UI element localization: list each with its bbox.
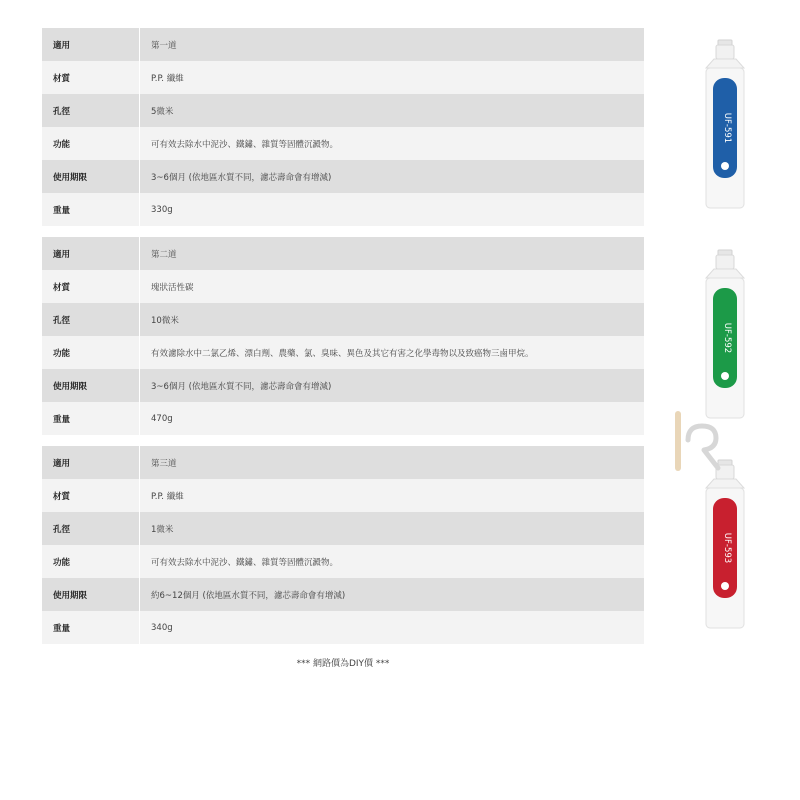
row-value: 5微米 bbox=[140, 94, 645, 127]
watermark-logo-icon bbox=[672, 410, 724, 476]
row-key: 材質 bbox=[42, 270, 140, 303]
table-row bbox=[42, 446, 644, 479]
row-value: 1微米 bbox=[140, 512, 645, 545]
row-value: 10微米 bbox=[140, 303, 645, 336]
row-value: 470g bbox=[140, 402, 645, 435]
row-value: 可有效去除水中泥沙、鐵鏽、雜質等固體沉澱物。 bbox=[140, 545, 645, 578]
product-model-label: UF-592 bbox=[722, 322, 732, 354]
table-row bbox=[42, 402, 644, 435]
table-row bbox=[42, 270, 644, 303]
table-row bbox=[42, 303, 644, 336]
table-row bbox=[42, 61, 644, 94]
spec-table-3 bbox=[42, 446, 644, 644]
row-value: 3~6個月 (依地區水質不同，濾芯壽命會有增減) bbox=[140, 160, 645, 193]
row-value: 3~6個月 (依地區水質不同，濾芯壽命會有增減) bbox=[140, 369, 645, 402]
spec-tables bbox=[42, 28, 644, 655]
product-model-label: UF-591 bbox=[722, 112, 732, 144]
table-row bbox=[42, 127, 644, 160]
table-row bbox=[42, 611, 644, 644]
row-key: 適用 bbox=[42, 237, 140, 270]
table-row bbox=[42, 28, 644, 61]
spec-table-1 bbox=[42, 28, 644, 226]
table-row bbox=[42, 512, 644, 545]
row-key: 孔徑 bbox=[42, 512, 140, 545]
product-model-label: UF-593 bbox=[722, 532, 732, 564]
table-row bbox=[42, 237, 644, 270]
row-value: 第一道 bbox=[140, 28, 645, 61]
row-key: 孔徑 bbox=[42, 94, 140, 127]
table-row bbox=[42, 94, 644, 127]
table-row bbox=[42, 369, 644, 402]
row-value: 塊狀活性碳 bbox=[140, 270, 645, 303]
row-key: 功能 bbox=[42, 127, 140, 160]
row-key: 孔徑 bbox=[42, 303, 140, 336]
row-value: 可有效去除水中泥沙、鐵鏽、雜質等固體沉澱物。 bbox=[140, 127, 645, 160]
table-row bbox=[42, 160, 644, 193]
price-note: *** 網路價為DIY價 *** bbox=[296, 659, 390, 669]
table-row bbox=[42, 193, 644, 226]
filter-cartridge-image-1 bbox=[700, 38, 750, 213]
row-key: 適用 bbox=[42, 446, 140, 479]
row-value: P.P. 纖維 bbox=[140, 61, 645, 94]
row-value: 330g bbox=[140, 193, 645, 226]
table-row bbox=[42, 336, 644, 369]
row-value: P.P. 纖維 bbox=[140, 479, 645, 512]
row-value: 340g bbox=[140, 611, 645, 644]
row-value: 有效濾除水中二氯乙烯、漂白劑、農藥、氯、臭味、異色及其它有害之化學毒物以及致癌物三鹵甲烷。 bbox=[140, 336, 645, 369]
row-key: 適用 bbox=[42, 28, 140, 61]
row-key: 使用期限 bbox=[42, 160, 140, 193]
row-key: 材質 bbox=[42, 61, 140, 94]
row-key: 使用期限 bbox=[42, 369, 140, 402]
filter-cartridge-image-3 bbox=[700, 458, 750, 633]
spec-table-2 bbox=[42, 237, 644, 435]
row-value: 約6~12個月 (依地區水質不同，濾芯壽命會有增減) bbox=[140, 578, 645, 611]
row-key: 重量 bbox=[42, 193, 140, 226]
filter-cartridge-image-2 bbox=[700, 248, 750, 423]
table-row bbox=[42, 479, 644, 512]
row-value: 第三道 bbox=[140, 446, 645, 479]
row-key: 使用期限 bbox=[42, 578, 140, 611]
row-key: 重量 bbox=[42, 611, 140, 644]
row-value: 第二道 bbox=[140, 237, 645, 270]
row-key: 功能 bbox=[42, 545, 140, 578]
row-key: 功能 bbox=[42, 336, 140, 369]
row-key: 材質 bbox=[42, 479, 140, 512]
row-key: 重量 bbox=[42, 402, 140, 435]
table-row bbox=[42, 578, 644, 611]
table-row bbox=[42, 545, 644, 578]
